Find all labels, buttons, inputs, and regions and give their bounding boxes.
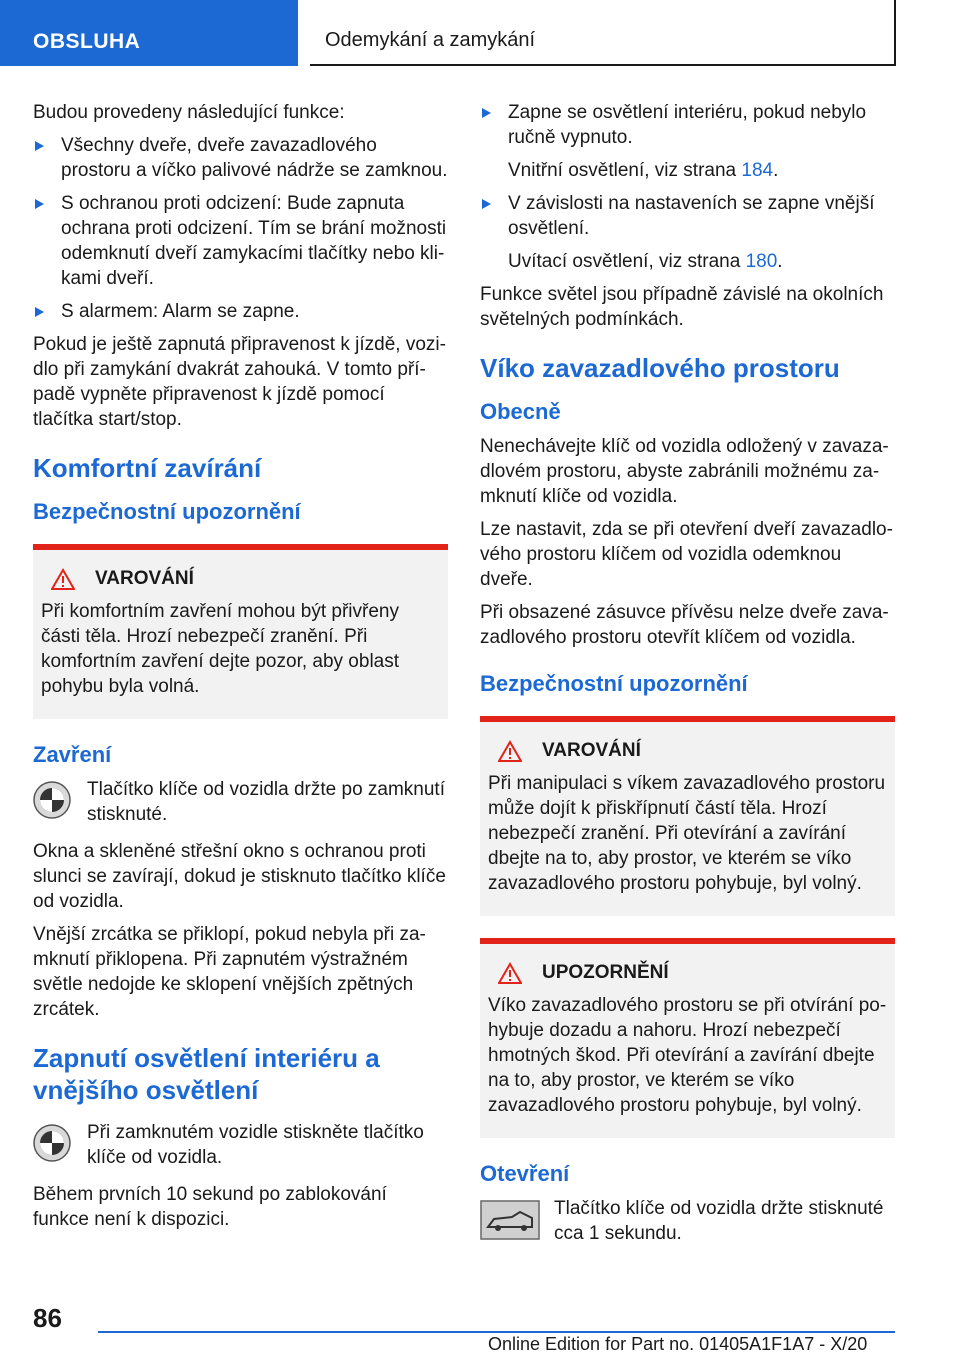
caution-text: Víko zavazadlového prostoru se při otvírání pohybuje dozadu a nahoru. Hrozí nebezpečí hmotných škod. Při otevírání a zavírání dbejte na to, aby prostor, ve kterém se víko zavazadlového prostoru pohybuje, byl volný. [488,995,887,1116]
heading-comfort-closing: Komfortní zavírání [33,453,262,483]
caution-title: UPOZORNĚNÍ [542,962,669,983]
edition-note: Online Edition for Part no. 01405A1F1A7 - X/20 [488,1334,868,1354]
warning-title: VAROVÁNÍ [95,568,194,589]
list-item: V závislosti na nastaveních se zapne vnější osvětlení. [480,191,895,241]
cross-reference: Uvítací osvětlení, viz strana 180. [508,251,783,272]
heading-opening: Otevření [480,1161,570,1186]
warning-triangle-icon [51,568,75,590]
paragraph: Lze nastavit, zda se při otevření dveří zavazadlového prostoru klíčem od vozidla odemknou dveře. [480,519,893,590]
heading-closing: Zavření [33,742,112,767]
key-instruction [33,777,448,827]
paragraph: Během prvních 10 sekund po zablokování funkce není k dispozici. [33,1184,387,1230]
paragraph: Při obsazené zásuvce přívěsu nelze dveře zavazadlového prostoru otevřít klíčem od vozidla. [480,602,889,648]
heading-lights: Zapnutí osvětlení interiéru a vnějšího osvětlení [33,1043,380,1105]
list-item: S alarmem: Alarm se zapne. [33,299,448,324]
page-link[interactable]: 184 [741,160,774,181]
heading-safety-notes: Bezpečnostní upozornění [33,499,301,524]
right-column [480,100,895,1258]
key-instruction-text: Při zamknutém vozidle stiskněte tlačítko klíče od vozidla. [87,1122,424,1168]
caution-box [480,938,895,1138]
bmw-key-icon [33,1124,71,1162]
key-instruction-text: Tlačítko klíče od vozidla držte po zamknutí stisknuté. [87,779,445,825]
warning-text: Při manipulaci s víkem zavazadlového prostoru může dojít k přiskřípnutí částí těla. Hrozí nebezpečí zranění. Při otevírání a zavírání dbejte na to, aby prostor, ve kterém se víko zavazadlového prostoru pohybuje, byl volný. [488,773,886,894]
warning-text: Při komfortním zavření mohou být přivřeny části těla. Hrozí nebezpečí zranění. Při komfortním zavření dejte pozor, aby oblast pohybu byla volná. [41,601,400,697]
paragraph: Funkce světel jsou případně závislé na okolních světelných podmínkách. [480,284,884,330]
paragraph: Vnější zrcátka se přiklopí, pokud nebyla při zamknutí přiklopena. Při zapnutém výstražném světle nedojde ke sklopení vnějších zpětných zrcátek. [33,924,426,1020]
footer-divider [98,1331,895,1333]
page-header-title: Odemykání a zamykání [310,0,896,66]
warning-box [480,716,895,916]
heading-trunk-lid: Víko zavazadlového prostoru [480,353,840,383]
paragraph: Nenechávejte klíč od vozidla odložený v zavazadlovém prostoru, abyste zabránili možnému zamknutí klíče od vozidla. [480,436,889,507]
paragraph: Okna a skleněné střešní okno s ochranou proti slunci se zavírají, dokud je stisknuto tlačítko klíče od vozidla. [33,841,446,912]
heading-general: Obecně [480,399,561,424]
trunk-open-icon [480,1200,540,1240]
section-tab: OBSLUHA [0,0,298,66]
list-item: S ochranou proti odcizení: Bude zapnuta ochrana proti odcizení. Tím se brání možnosti odemknutí dveří zamykacími tlačítky nebo klikami dveří. [33,191,448,291]
page-number: 86 [33,1303,62,1333]
key-instruction [33,1120,448,1170]
warning-triangle-icon [498,740,522,762]
cross-reference: Vnitřní osvětlení, viz strana 184. [508,160,779,181]
warning-box [33,544,448,719]
trunk-instruction [480,1196,895,1246]
warning-triangle-icon [498,962,522,984]
intro-text: Budou provedeny následující funkce: [33,102,345,123]
page-link[interactable]: 180 [745,251,778,272]
trunk-instruction-text: Tlačítko klíče od vozidla držte stisknuté cca 1 sekundu. [554,1198,884,1244]
list-item: Všechny dveře, dveře zavazadlového prostoru a víčko palivové nádrže se zamknou. [33,133,448,183]
warning-title: VAROVÁNÍ [542,740,641,761]
list-item: Zapne se osvětlení interiéru, pokud nebylo ručně vypnuto. [480,100,895,150]
heading-safety-notes: Bezpečnostní upozornění [480,671,748,696]
paragraph: Pokud je ještě zapnutá připravenost k jízdě, vozidlo při zamykání dvakrát zahouká. V tomto případě vypněte připravenost k jízdě pomocí tlačítka start/stop. [33,334,446,430]
bmw-key-icon [33,781,71,819]
left-column [33,100,448,1240]
